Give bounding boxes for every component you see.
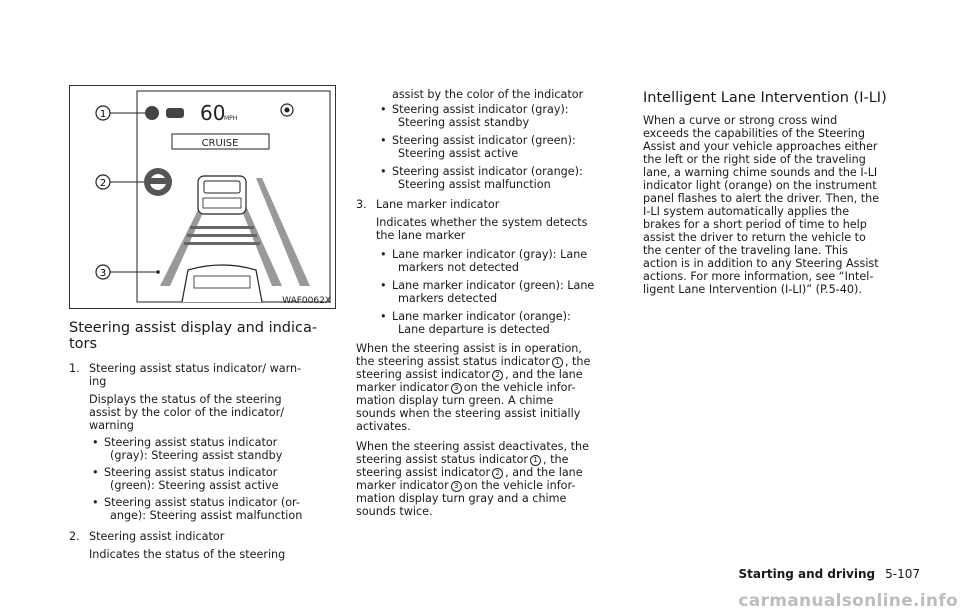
- speed-value: 60: [200, 101, 226, 125]
- item1-title-line1: Steering assist status indicator/ warn-: [89, 362, 302, 375]
- item3-bullet3-line1: • Lane marker indicator (orange):: [392, 310, 571, 323]
- item2-number: 2.: [69, 530, 80, 543]
- item1-desc-line2: assist by the color of the indicator/: [89, 406, 284, 419]
- figure-code: WAF0062X: [282, 296, 331, 306]
- circle-3-icon: 3: [451, 481, 462, 492]
- item1-title-line2: ing: [89, 375, 107, 388]
- item1-desc-line3: warning: [89, 419, 134, 432]
- item2-bullet1-line1: • Steering assist indicator (gray):: [392, 103, 569, 116]
- section2-line: the left or the right side of the traveling: [643, 153, 866, 166]
- callout-2: 2: [99, 178, 107, 189]
- para-op-line2: the steering assist status indicator 1 , the: [356, 355, 591, 368]
- section2-line: indicator light (orange) on the instrument: [643, 179, 877, 192]
- item2-title: Steering assist indicator: [89, 530, 225, 543]
- circle-3-icon: 3: [451, 383, 462, 394]
- section-heading-line1: Steering assist display and indica-: [69, 320, 318, 336]
- para-op-line4: marker indicator 3 on the vehicle infor-: [356, 381, 576, 394]
- watermark: carmanualsonline.info: [738, 591, 958, 611]
- item3-desc-line2: the lane marker: [376, 229, 466, 242]
- circle-2-icon: 2: [492, 468, 503, 479]
- item2-desc-line1: Indicates the status of the steering: [89, 548, 286, 561]
- item2-bullet2-line1: • Steering assist indicator (green):: [392, 134, 576, 147]
- cruise-label: CRUISE: [201, 138, 239, 149]
- para-deact-line3: steering assist indicator 2 , and the lane: [356, 466, 583, 479]
- para-deact-line1: When the steering assist deactivates, the: [356, 440, 589, 453]
- page-number: 5-107: [885, 567, 920, 581]
- section2-line: panel flashes to alert the driver. Then, the: [643, 192, 880, 205]
- figure-steering-assist-display: [69, 85, 336, 309]
- display-illustration: [70, 86, 335, 308]
- para-deact-line5: mation display turn gray and a chime: [356, 492, 567, 505]
- section2-line: actions. For more information, see “Intel-: [643, 270, 874, 283]
- section2-line: action is in addition to any Steering Assist: [643, 257, 879, 270]
- section2-line: Assist and your vehicle approaches either: [643, 140, 878, 153]
- item1-bullet2-line1: • Steering assist status indicator: [104, 466, 277, 479]
- para-op-line3: steering assist indicator 2 , and the lane: [356, 368, 583, 381]
- para-op-line5: mation display turn green. A chime: [356, 394, 554, 407]
- section2-line: brakes for a short period of time to help: [643, 218, 867, 231]
- para-deact-line2: steering assist status indicator 1 , the: [356, 453, 569, 466]
- callout-3: 3: [99, 268, 107, 279]
- circle-1-icon: 1: [530, 455, 541, 466]
- page-footer: [738, 567, 920, 581]
- section2-heading: Intelligent Lane Intervention (I-LI): [643, 90, 887, 106]
- section2-line: lane, a warning chime sounds and the I-LI: [643, 166, 878, 179]
- para-op-line7: activates.: [356, 420, 411, 433]
- callout-1: 1: [99, 109, 107, 120]
- item1-number: 1.: [69, 362, 80, 375]
- item1-bullet1-line2: (gray): Steering assist standby: [110, 449, 283, 462]
- item2-bullet2-line2: Steering assist active: [398, 147, 519, 160]
- item3-bullet1-line2: markers not detected: [398, 261, 519, 274]
- item3-bullet3-line2: Lane departure is detected: [398, 323, 550, 336]
- item3-title: Lane marker indicator: [376, 198, 500, 211]
- section2-line: I-LI system automatically applies the: [643, 205, 850, 218]
- item2-bullet3-line2: Steering assist malfunction: [398, 178, 551, 191]
- item1-bullet3-line1: • Steering assist status indicator (or-: [104, 496, 300, 509]
- para-op-line1: When the steering assist is in operation,: [356, 342, 582, 355]
- section2-line: ligent Lane Intervention (I-LI)” (P.5-40).: [643, 283, 862, 296]
- item1-bullet2-line2: (green): Steering assist active: [110, 479, 279, 492]
- item2-bullet1-line2: Steering assist standby: [398, 116, 530, 129]
- item3-bullet1-line1: • Lane marker indicator (gray): Lane: [392, 248, 587, 261]
- section2-line: exceeds the capabilities of the Steering: [643, 127, 865, 140]
- circle-2-icon: 2: [492, 370, 503, 381]
- section-heading-line2: tors: [69, 336, 98, 352]
- footer-section: Starting and driving: [738, 567, 876, 581]
- item3-bullet2-line2: markers detected: [398, 292, 498, 305]
- para-deact-line4: marker indicator 3 on the vehicle infor-: [356, 479, 576, 492]
- item3-number: 3.: [356, 198, 367, 211]
- para-op-line6: sounds when the steering assist initially: [356, 407, 581, 420]
- section2-line: the center of the traveling lane. This: [643, 244, 848, 257]
- item3-desc-line1: Indicates whether the system detects: [376, 216, 588, 229]
- para-deact-line6: sounds twice.: [356, 505, 433, 518]
- section2-line: When a curve or strong cross wind: [643, 114, 838, 127]
- item2-bullet3-line1: • Steering assist indicator (orange):: [392, 165, 583, 178]
- item1-bullet3-line2: ange): Steering assist malfunction: [110, 509, 303, 522]
- car-icon: [166, 108, 184, 118]
- item3-bullet2-line1: • Lane marker indicator (green): Lane: [392, 279, 594, 292]
- circle-1-icon: 1: [552, 357, 563, 368]
- item1-desc-line1: Displays the status of the steering: [89, 393, 282, 406]
- item2-desc-line2: assist by the color of the indicator: [392, 88, 584, 101]
- section2-line: assist the driver to return the vehicle to: [643, 231, 866, 244]
- steering-status-icon: [145, 106, 159, 120]
- item1-bullet1-line1: • Steering assist status indicator: [104, 436, 277, 449]
- speed-unit: MPH: [224, 115, 238, 122]
